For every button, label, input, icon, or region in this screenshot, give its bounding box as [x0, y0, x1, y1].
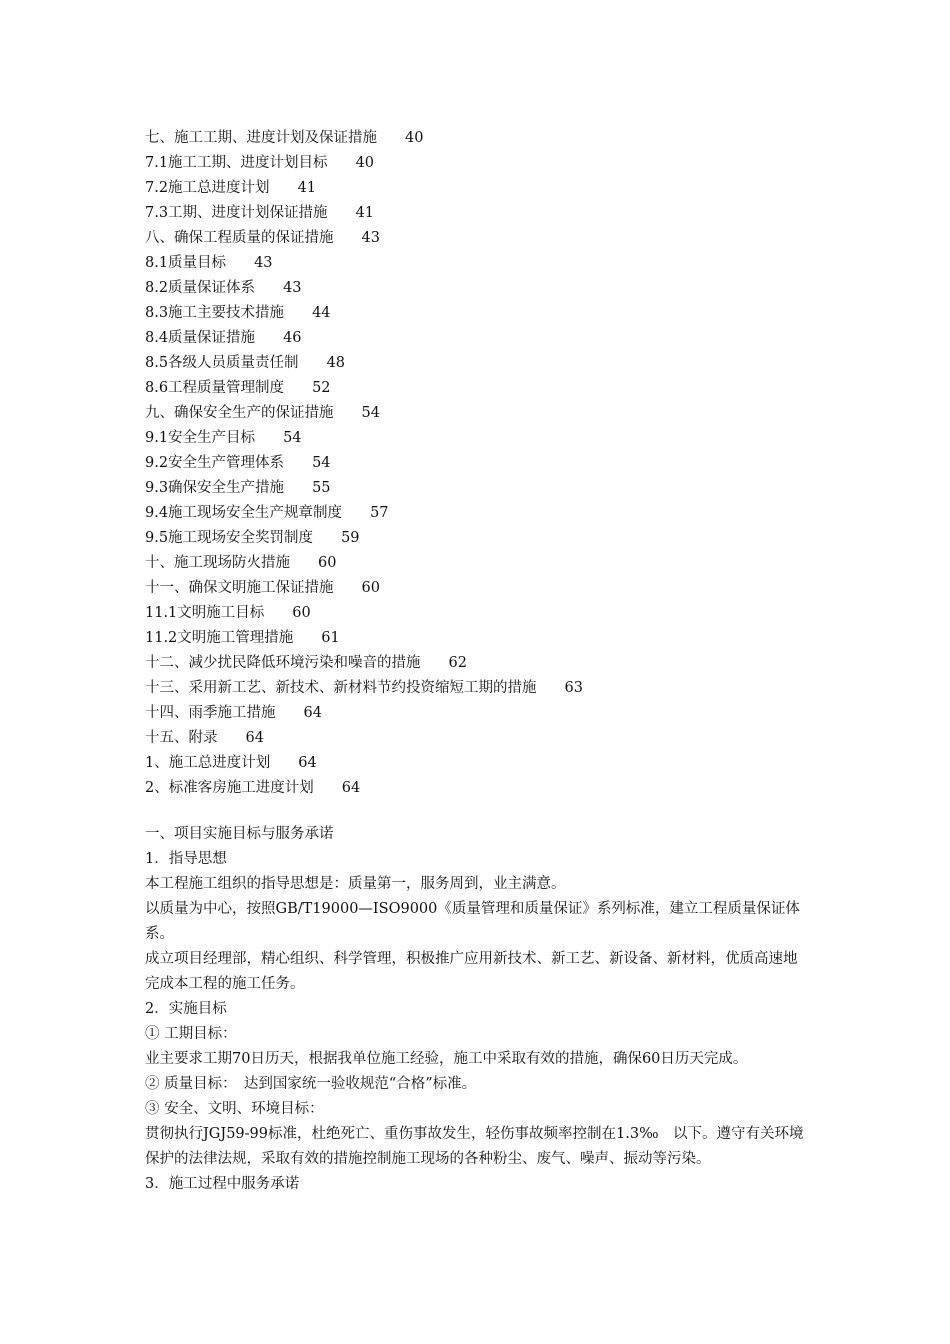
table-of-contents — [145, 126, 845, 801]
toc-entry-title: 8.1质量目标 — [145, 255, 227, 271]
toc-entry — [145, 351, 845, 376]
subsection-heading: 3．施工过程中服务承诺 — [145, 1176, 300, 1192]
toc-entry-title: 2、标准客房施工进度计划 — [145, 780, 314, 796]
toc-entry — [145, 476, 845, 501]
paragraph: 成立项目经理部，精心组织、科学管理，积极推广应用新技术、新工艺、新设备、新材料，优质高速地完成本工程的施工任务。 — [145, 951, 798, 992]
toc-entry-title: 七、施工工期、进度计划及保证措施 — [145, 130, 377, 146]
toc-entry — [145, 176, 845, 201]
toc-entry-page: 41 — [297, 180, 317, 196]
section-heading: 一、项目实施目标与服务承诺 — [145, 826, 334, 842]
toc-entry-title: 十二、减少扰民降低环境污染和噪音的措施 — [145, 655, 421, 671]
toc-entry-page: 40 — [405, 130, 424, 146]
toc-entry — [145, 626, 845, 651]
toc-entry-title: 7.3工期、进度计划保证措施 — [145, 205, 328, 221]
toc-entry-title: 9.5施工现场安全奖罚制度 — [145, 530, 314, 546]
toc-entry — [145, 401, 845, 426]
toc-entry — [145, 726, 845, 751]
toc-entry-page: 43 — [283, 280, 302, 296]
toc-entry-title: 8.2质量保证体系 — [145, 280, 256, 296]
toc-entry-title: 十一、确保文明施工保证措施 — [145, 580, 334, 596]
toc-entry-page: 63 — [564, 680, 583, 696]
toc-entry-page: 40 — [355, 155, 375, 171]
paragraph: 本工程施工组织的指导思想是：质量第一，服务周到，业主满意。 — [145, 876, 566, 892]
toc-entry — [145, 776, 845, 801]
toc-entry-page: 64 — [298, 755, 317, 771]
toc-entry-title: 7.2施工总进度计划 — [145, 180, 270, 196]
toc-entry — [145, 201, 845, 226]
goal-heading: ③ 安全、文明、环境目标： — [145, 1101, 324, 1117]
paragraph: 业主要求工期70日历天，根据我单位施工经验，施工中采取有效的措施，确保60日历天完成。 — [145, 1051, 748, 1067]
toc-entry — [145, 526, 845, 551]
toc-entry-title: 8.4质量保证措施 — [145, 330, 256, 346]
subsection-heading: 2．实施目标 — [145, 1001, 227, 1017]
toc-entry-title: 十三、采用新工艺、新技术、新材料节约投资缩短工期的措施 — [145, 680, 537, 696]
toc-entry-page: 44 — [312, 305, 331, 321]
toc-entry-title: 8.6工程质量管理制度 — [145, 380, 285, 396]
toc-entry-title: 9.2安全生产管理体系 — [145, 455, 285, 471]
toc-entry-page: 59 — [341, 530, 360, 546]
toc-entry-page: 61 — [321, 630, 340, 646]
toc-entry-title: 1、施工总进度计划 — [145, 755, 271, 771]
toc-entry-page: 60 — [361, 580, 380, 596]
toc-entry-page: 54 — [283, 430, 302, 446]
toc-entry-page: 60 — [292, 605, 311, 621]
toc-entry-page: 43 — [361, 230, 380, 246]
subsection-heading: 1．指导思想 — [145, 851, 227, 867]
toc-entry-page: 46 — [283, 330, 302, 346]
toc-entry-title: 9.1安全生产目标 — [145, 430, 256, 446]
toc-entry — [145, 651, 845, 676]
toc-entry-page: 41 — [355, 205, 375, 221]
toc-entry-page: 64 — [341, 780, 361, 796]
paragraph: 以质量为中心，按照GB/T19000—ISO9000《质量管理和质量保证》系列标准，建立工程质量保证体系。 — [145, 901, 800, 942]
toc-entry-title: 7.1施工工期、进度计划目标 — [145, 155, 328, 171]
toc-entry-title: 八、确保工程质量的保证措施 — [145, 230, 334, 246]
toc-entry-title: 11.1文明施工目标 — [145, 605, 265, 621]
document-body — [145, 822, 805, 1197]
toc-entry — [145, 426, 845, 451]
toc-entry — [145, 676, 845, 701]
toc-entry — [145, 601, 845, 626]
toc-entry-title: 8.3施工主要技术措施 — [145, 305, 285, 321]
toc-entry — [145, 701, 845, 726]
toc-entry — [145, 551, 845, 576]
toc-entry — [145, 301, 845, 326]
toc-entry-title: 9.4施工现场安全生产规章制度 — [145, 505, 343, 521]
goal-heading: ① 工期目标： — [145, 1026, 237, 1042]
toc-entry-title: 9.3确保安全生产措施 — [145, 480, 285, 496]
paragraph: 贯彻执行JGJ59-99标准，杜绝死亡、重伤事故发生，轻伤事故频率控制在1.3‰ 以下。遵守有关环境保护的法律法规，采取有效的措施控制施工现场的各种粉尘、废气、噪声、振动等污染。 — [145, 1126, 804, 1167]
toc-entry-title: 十四、雨季施工措施 — [145, 705, 276, 721]
toc-entry-page: 55 — [312, 480, 331, 496]
toc-entry-page: 54 — [361, 405, 380, 421]
toc-entry-title: 8.5各级人员质量责任制 — [145, 355, 299, 371]
toc-entry-title: 十五、附录 — [145, 730, 218, 746]
toc-entry-page: 62 — [448, 655, 467, 671]
toc-entry-page: 57 — [370, 505, 389, 521]
toc-entry — [145, 376, 845, 401]
toc-entry — [145, 151, 845, 176]
toc-entry-page: 60 — [318, 555, 337, 571]
toc-entry — [145, 751, 845, 776]
toc-entry-page: 64 — [245, 730, 264, 746]
toc-entry-title: 十、施工现场防火措施 — [145, 555, 290, 571]
toc-entry — [145, 451, 845, 476]
toc-entry-page: 43 — [254, 255, 273, 271]
toc-entry — [145, 226, 845, 251]
toc-entry — [145, 126, 845, 151]
toc-entry-page: 54 — [312, 455, 331, 471]
toc-entry — [145, 251, 845, 276]
toc-entry-title: 11.2文明施工管理措施 — [145, 630, 294, 646]
toc-entry — [145, 501, 845, 526]
toc-entry — [145, 576, 845, 601]
goal-heading: ② 质量目标： 达到国家统一验收规范“合格”标准。 — [145, 1076, 477, 1092]
toc-entry-page: 52 — [312, 380, 331, 396]
toc-entry — [145, 276, 845, 301]
toc-entry-title: 九、确保安全生产的保证措施 — [145, 405, 334, 421]
toc-entry — [145, 326, 845, 351]
toc-entry-page: 64 — [303, 705, 322, 721]
toc-entry-page: 48 — [326, 355, 346, 371]
